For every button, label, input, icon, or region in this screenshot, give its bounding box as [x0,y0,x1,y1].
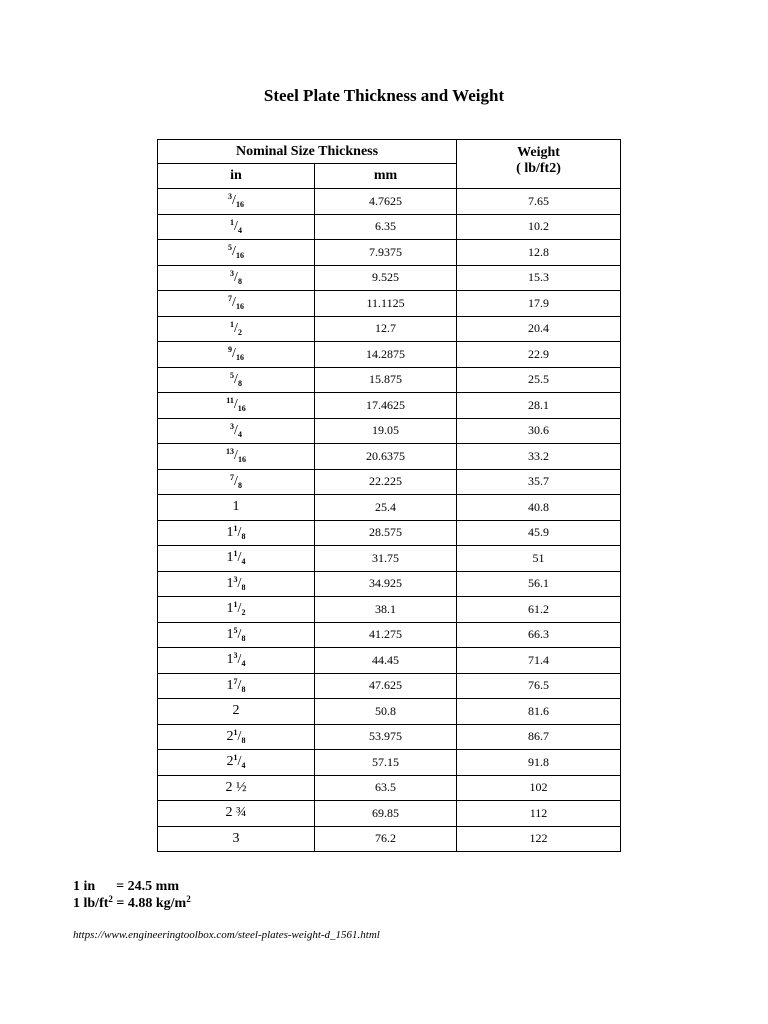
fraction-slash: / [234,371,238,387]
thickness-mm-cell: 44.45 [315,648,457,674]
weight-cell: 20.4 [457,316,621,342]
note-superscript: 2 [108,894,113,904]
weight-cell: 81.6 [457,699,621,725]
fraction [227,550,246,565]
fraction [228,295,244,310]
thickness-in-cell [158,597,315,623]
table-row [158,826,621,852]
numerator: 7 [228,294,233,304]
table-row [158,648,621,674]
thickness-mm-cell: 53.975 [315,724,457,750]
weight-header [457,140,621,189]
fraction [227,576,246,591]
table-row [158,775,621,801]
weight-cell: 56.1 [457,571,621,597]
denominator: 16 [237,404,246,414]
thickness-mm-cell: 7.9375 [315,240,457,266]
numerator: 7 [233,676,238,686]
thickness-in-cell: 3 [158,826,315,852]
thickness-in-cell [158,648,315,674]
table-row [158,520,621,546]
source-link[interactable]: https://www.engineeringtoolbox.com/steel-plates-weight-d_1561.html [73,929,380,941]
fraction [230,474,242,489]
thickness-in-cell [158,724,315,750]
numerator: 1 [233,549,238,559]
whole-number: 1 [226,652,234,668]
fraction-slash: / [237,677,242,693]
thickness-in-cell [158,291,315,317]
denominator: 8 [241,735,246,745]
thickness-in-cell: 2 ¾ [158,801,315,827]
table-row [158,469,621,495]
weight-cell: 30.6 [457,418,621,444]
weight-conversion-note [73,895,191,912]
denominator: 2 [241,608,246,618]
table-row [158,367,621,393]
nominal-size-header: Nominal Size Thickness [158,140,457,164]
thickness-in-cell [158,367,315,393]
thickness-mm-cell: 6.35 [315,214,457,240]
weight-cell: 12.8 [457,240,621,266]
thickness-in-cell [158,393,315,419]
fraction-slash: / [232,295,236,311]
denominator: 4 [241,557,246,567]
weight-cell: 86.7 [457,724,621,750]
thickness-mm-cell: 34.925 [315,571,457,597]
thickness-mm-cell: 25.4 [315,495,457,521]
numerator: 1 [230,217,235,227]
fraction [230,270,242,285]
table-row [158,189,621,215]
thickness-in-cell [158,673,315,699]
table-row [158,240,621,266]
thickness-in-cell [158,265,315,291]
numerator: 13 [226,447,235,457]
fraction [230,219,242,234]
denominator: 4 [237,225,242,235]
numerator: 1 [233,600,238,610]
thickness-mm-cell: 63.5 [315,775,457,801]
fraction-slash: / [234,448,238,464]
weight-cell: 71.4 [457,648,621,674]
table-row [158,673,621,699]
weight-cell: 15.3 [457,265,621,291]
thickness-in-cell: 2 [158,699,315,725]
table-row [158,265,621,291]
thickness-in-cell [158,750,315,776]
table-row [158,699,621,725]
thickness-mm-cell: 11.1125 [315,291,457,317]
mm-column-header: mm [315,164,457,189]
fraction-slash: / [232,346,236,362]
table-row [158,214,621,240]
weight-cell: 45.9 [457,520,621,546]
table-row [158,724,621,750]
whole-number: 1 [226,524,234,540]
table-row [158,495,621,521]
thickness-in-cell [158,444,315,470]
thickness-in-cell [158,546,315,572]
weight-cell: 66.3 [457,622,621,648]
weight-cell: 112 [457,801,621,827]
thickness-mm-cell: 69.85 [315,801,457,827]
whole-number: 1 [226,550,234,566]
fraction-slash: / [237,754,242,770]
whole-number: 1 [226,575,234,591]
denominator: 8 [237,276,242,286]
weight-cell: 22.9 [457,342,621,368]
thickness-in-cell [158,622,315,648]
fraction [230,423,242,438]
note-superscript: 2 [186,894,191,904]
weight-cell: 61.2 [457,597,621,623]
fraction [226,448,246,463]
thickness-mm-cell: 19.05 [315,418,457,444]
table-row [158,418,621,444]
denominator: 8 [241,684,246,694]
fraction [226,397,245,412]
thickness-in-cell [158,342,315,368]
whole-number: 2 [226,728,234,744]
fraction [227,754,246,769]
thickness-mm-cell: 12.7 [315,316,457,342]
page-title: Steel Plate Thickness and Weight [263,86,505,105]
thickness-in-cell [158,520,315,546]
thickness-in-cell [158,469,315,495]
numerator: 5 [228,243,233,253]
fraction-slash: / [237,652,242,668]
fraction-slash: / [237,524,242,540]
thickness-mm-cell: 38.1 [315,597,457,623]
fraction [227,678,246,693]
whole-number: 1 [226,626,234,642]
fraction-slash: / [233,397,238,413]
thickness-mm-cell: 4.7625 [315,189,457,215]
table-row [158,571,621,597]
numerator: 3 [233,574,238,584]
fraction-slash: / [237,550,242,566]
thickness-mm-cell: 57.15 [315,750,457,776]
whole-number: 1 [226,601,234,617]
numerator: 3 [233,651,238,661]
note-part: 1 lb/ft [73,896,109,911]
note-part: = 4.88 kg/m [112,896,187,911]
table-row [158,342,621,368]
numerator: 11 [226,396,234,406]
numerator: 3 [230,421,235,431]
thickness-mm-cell: 20.6375 [315,444,457,470]
thickness-mm-cell: 31.75 [315,546,457,572]
denominator: 8 [241,582,246,592]
numerator: 3 [228,192,233,202]
inch-conversion-note: 1 in = 24.5 mm [73,879,179,894]
thickness-in-cell [158,240,315,266]
thickness-mm-cell: 76.2 [315,826,457,852]
denominator: 8 [237,378,242,388]
thickness-mm-cell: 47.625 [315,673,457,699]
fraction-slash: / [237,728,242,744]
table-row [158,622,621,648]
denominator: 8 [241,633,246,643]
weight-cell: 33.2 [457,444,621,470]
fraction [227,601,246,616]
fraction [230,321,242,336]
thickness-in-cell [158,189,315,215]
weight-cell: 122 [457,826,621,852]
thickness-mm-cell: 41.275 [315,622,457,648]
denominator: 4 [241,659,246,669]
weight-cell: 91.8 [457,750,621,776]
weight-cell: 28.1 [457,393,621,419]
thickness-mm-cell: 14.2875 [315,342,457,368]
denominator: 4 [241,761,246,771]
denominator: 8 [237,480,242,490]
thickness-mm-cell: 22.225 [315,469,457,495]
denominator: 16 [235,302,244,312]
thickness-mm-cell: 17.4625 [315,393,457,419]
table-row [158,801,621,827]
thickness-in-cell [158,571,315,597]
weight-cell: 76.5 [457,673,621,699]
fraction-slash: / [232,244,236,260]
thickness-in-cell [158,418,315,444]
fraction [227,729,246,744]
fraction-slash: / [234,422,238,438]
weight-header-label: Weight [517,145,560,160]
numerator: 1 [233,727,238,737]
whole-number: 2 [226,754,234,770]
fraction [227,627,246,642]
fraction [228,244,244,259]
denominator: 16 [235,251,244,261]
numerator: 5 [233,625,238,635]
fraction-slash: / [234,473,238,489]
in-column-header: in [158,164,315,189]
fraction-slash: / [237,626,242,642]
table-row [158,750,621,776]
table-row [158,316,621,342]
table-row [158,546,621,572]
table-body [158,189,621,852]
weight-cell: 102 [457,775,621,801]
thickness-mm-cell: 9.525 [315,265,457,291]
weight-cell: 10.2 [457,214,621,240]
numerator: 1 [233,523,238,533]
thickness-in-cell: 2 ½ [158,775,315,801]
denominator: 16 [237,455,246,465]
numerator: 1 [230,319,235,329]
fraction-slash: / [237,575,242,591]
denominator: 16 [235,353,244,363]
weight-cell: 51 [457,546,621,572]
thickness-weight-table [157,139,621,852]
denominator: 8 [241,531,246,541]
thickness-mm-cell: 28.575 [315,520,457,546]
fraction-slash: / [232,193,236,209]
thickness-mm-cell: 15.875 [315,367,457,393]
thickness-in-cell [158,214,315,240]
fraction-slash: / [234,269,238,285]
table-row [158,291,621,317]
fraction-slash: / [234,218,238,234]
numerator: 5 [230,370,235,380]
numerator: 7 [230,472,235,482]
table-row [158,597,621,623]
fraction-slash: / [237,601,242,617]
fraction [228,193,244,208]
denominator: 4 [237,429,242,439]
numerator: 1 [233,753,238,763]
weight-cell: 17.9 [457,291,621,317]
table-row [158,393,621,419]
weight-header-unit: ( lb/ft2) [516,161,561,176]
denominator: 16 [235,200,244,210]
denominator: 2 [237,327,242,337]
fraction [230,372,242,387]
fraction [228,346,244,361]
conversion-notes [73,878,191,912]
weight-cell: 25.5 [457,367,621,393]
numerator: 9 [228,345,233,355]
numerator: 3 [230,268,235,278]
thickness-in-cell: 1 [158,495,315,521]
thickness-in-cell [158,316,315,342]
weight-cell: 7.65 [457,189,621,215]
thickness-mm-cell: 50.8 [315,699,457,725]
table-row [158,444,621,470]
fraction-slash: / [234,320,238,336]
weight-cell: 35.7 [457,469,621,495]
weight-cell: 40.8 [457,495,621,521]
fraction [227,652,246,667]
whole-number: 1 [226,677,234,693]
fraction [227,525,246,540]
